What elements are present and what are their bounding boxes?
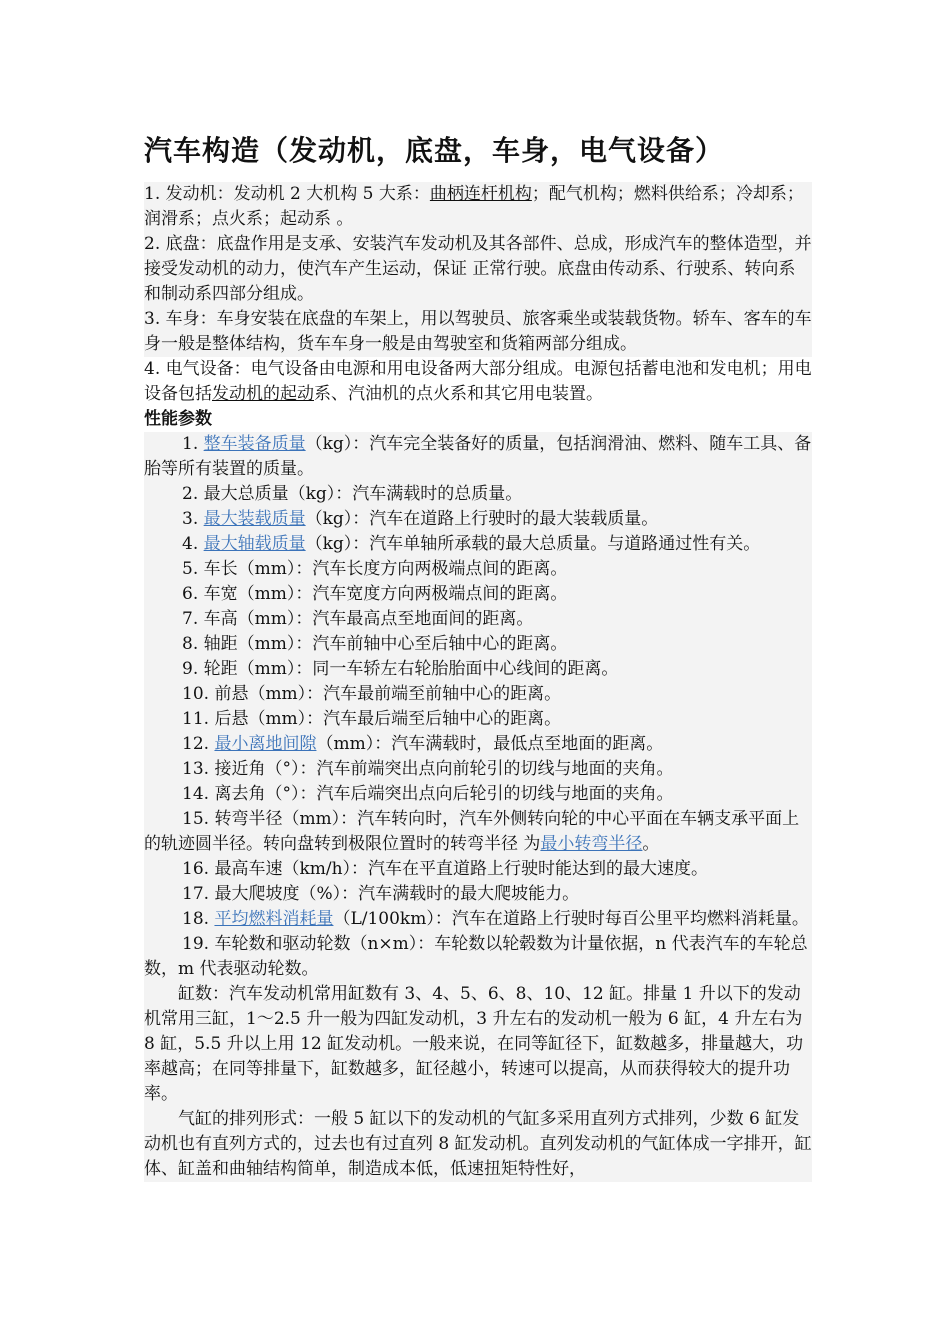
term-link[interactable]: 最大轴载质量: [203, 534, 306, 554]
param-item: 6. 车宽（mm）：汽车宽度方向两极端点间的距离。: [182, 584, 568, 604]
paragraph-electrical: 4. 电气设备：电气设备由电源和用电设备两大部分组成。电源包括蓄电池和发电机；用电设备包括发动机的起动系、汽油机的点火系和其它用电装置。: [144, 359, 812, 404]
param-item: 11. 后悬（mm）：汽车最后端至后轴中心的距离。: [182, 709, 562, 729]
param-item: 19. 车轮数和驱动轮数（n×m）：车轮数以轮毂数为计量依据，n 代表汽车的车轮总数，m 代表驱动轮数。: [144, 934, 808, 979]
document-body: [144, 130, 812, 1182]
param-item: 8. 轴距（mm）：汽车前轴中心至后轴中心的距离。: [182, 634, 568, 654]
param-item: 7. 车高（mm）：汽车最高点至地面间的距离。: [182, 609, 534, 629]
param-item: 3. 最大装载质量（kg）：汽车在道路上行驶时的最大装载质量。: [182, 509, 659, 529]
paragraph-cylinders: 缸数：汽车发动机常用缸数有 3、4、5、6、8、10、12 缸。排量 1 升以下的发动机常用三缸，1～2.5 升一般为四缸发动机，3 升左右的发动机一般为 6 缸，4 升左右为 8 缸，5.5 升以上用 12 缸发动机。一般来说，在同等缸径下，缸数越多，排量越大，功率越高；在同等排量下，缸数越多，缸径越小，转速可以提高，从而获得较大的提升功率。: [144, 984, 804, 1104]
param-item: 5. 车长（mm）：汽车长度方向两极端点间的距离。: [182, 559, 568, 579]
term-link[interactable]: 平均燃料消耗量: [214, 909, 334, 929]
section-heading: 性能参数: [144, 409, 212, 429]
param-item: 15. 转弯半径（mm）：汽车转向时，汽车外侧转向轮的中心平面在车辆支承平面上的轨迹圆半径。转向盘转到极限位置时的转弯半径 为最小转弯半径。: [144, 809, 800, 854]
document-title: 汽车构造（发动机，底盘，车身，电气设备）: [144, 134, 725, 167]
paragraph-engine: 1. 发动机：发动机 2 大机构 5 大系：曲柄连杆机构；配气机构；燃料供给系；冷却系；润滑系；点火系；起动系 。: [144, 182, 812, 232]
parameter-list: [144, 432, 812, 1182]
param-item: 18. 平均燃料消耗量（L/100km）：汽车在道路上行驶时每百公里平均燃料消耗量。: [182, 909, 809, 929]
term-link[interactable]: 最小离地间隙: [214, 734, 317, 754]
param-item: 9. 轮距（mm）：同一车轿左右轮胎胎面中心线间的距离。: [182, 659, 619, 679]
term-link[interactable]: 整车装备质量: [203, 434, 306, 454]
param-item: 14. 离去角（°）：汽车后端突出点向后轮引的切线与地面的夹角。: [182, 784, 674, 804]
param-item: 2. 最大总质量（kg）：汽车满载时的总质量。: [182, 484, 523, 504]
paragraph-arrangement: 气缸的排列形式：一般 5 缸以下的发动机的气缸多采用直列方式排列，少数 6 缸发动机也有直列方式的，过去也有过直列 8 缸发动机。直列发动机的气缸体成一字排开，缸体、缸盖和曲轴结构简单，制造成本低，低速扭矩特性好，: [144, 1109, 812, 1179]
param-item: 16. 最高车速（km/h）：汽车在平直道路上行驶时能达到的最大速度。: [182, 859, 709, 879]
param-item: 1. 整车装备质量（kg）：汽车完全装备好的质量，包括润滑油、燃料、随车工具、备胎等所有装置的质量。: [144, 434, 812, 479]
term-link[interactable]: 最大装载质量: [203, 509, 306, 529]
underlined-term: 曲柄连杆机构: [429, 184, 532, 204]
param-item: 12. 最小离地间隙（mm）：汽车满载时，最低点至地面的距离。: [182, 734, 664, 754]
param-item: 13. 接近角（°）：汽车前端突出点向前轮引的切线与地面的夹角。: [182, 759, 674, 779]
param-item: 17. 最大爬坡度（%）：汽车满载时的最大爬坡能力。: [182, 884, 580, 904]
param-item: 4. 最大轴载质量（kg）：汽车单轴所承载的最大总质量。与道路通过性有关。: [182, 534, 761, 554]
param-item: 10. 前悬（mm）：汽车最前端至前轴中心的距离。: [182, 684, 562, 704]
underlined-term: 发动机的起动: [212, 384, 314, 404]
term-link[interactable]: 最小转弯半径: [540, 834, 643, 854]
paragraph-chassis: 2. 底盘：底盘作用是支承、安装汽车发动机及其各部件、总成，形成汽车的整体造型，并接受发动机的动力，使汽车产生运动，保证 正常行驶。底盘由传动系、行驶系、转向系和制动系四部分组成。: [144, 232, 812, 307]
paragraph-body: 3. 车身：车身安装在底盘的车架上，用以驾驶员、旅客乘坐或装载货物。轿车、客车的车身一般是整体结构，货车车身一般是由驾驶室和货箱两部分组成。: [144, 307, 812, 357]
